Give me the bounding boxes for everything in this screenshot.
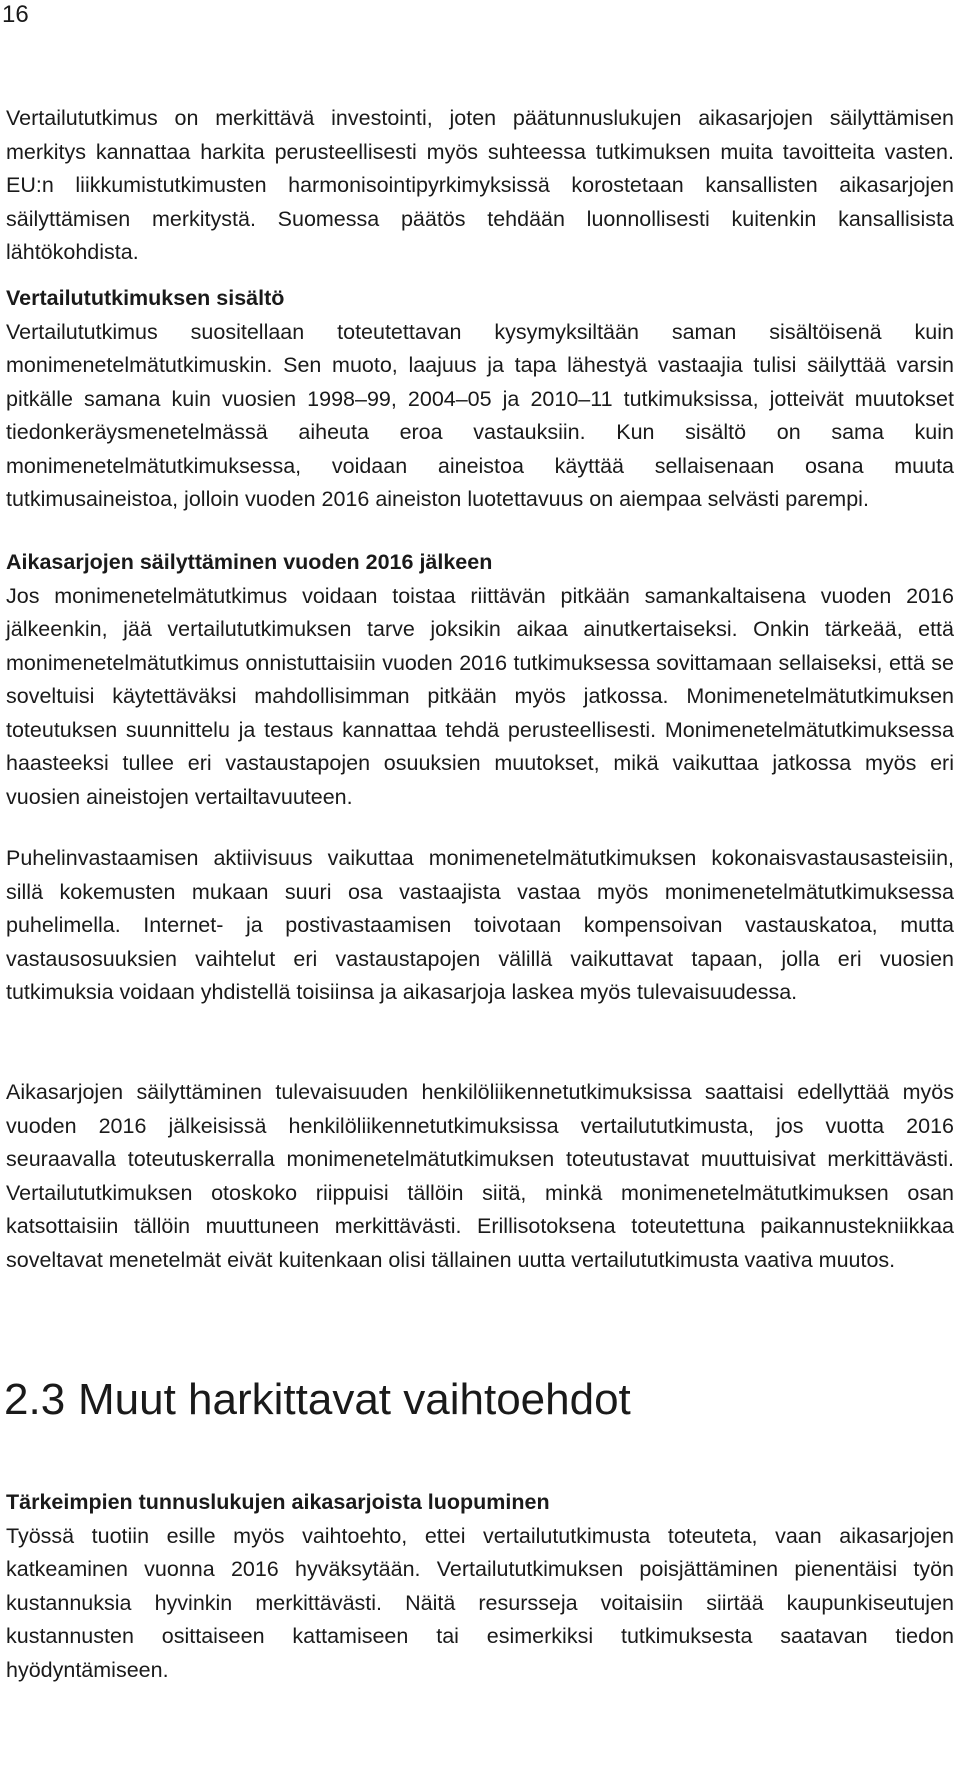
section-comparison-content bbox=[6, 282, 954, 517]
paragraph-abandon-time-series: Työssä tuotiin esille myös vaihtoehto, ettei vertailututkimusta toteuteta, vaan aikasarjojen katkeaminen vuonna 2016 hyväksytään. Vertailututkimuksen poisjättäminen pienentäisi työn kustannuksia hyvinkin merkittävästi. Näitä resursseja voitaisiin siirtää kaupunkiseutujen kustannusten osittaiseen kattamiseen tai esimerkiksi tutkimuksesta saatavan tiedon hyödyntämiseen. bbox=[6, 1523, 954, 1682]
section-heading bbox=[4, 1372, 631, 1428]
paragraph-comparison-content: Vertailututkimus suositellaan toteutettavan kysymyksiltään saman sisältöisenä kuin monimenetelmätutkimuskin. Sen muoto, laajuus ja tapa lähestyä vastaajia tulisi säilyttää varsin pitkälle samana kuin vuosien 1998–99, 2004–05 ja 2010–11 tutkimuksissa, jotteivät muutokset tiedonkeräysmenetelmässä aiheuta eroa vastauksiin. Kun sisältö on sama kuin monimenetelmätutkimuksessa, voidaan aineistoa käyttää sellaisenaan osana muuta tutkimusaineistoa, jolloin vuoden 2016 aineiston luotettavuus on aiempaa selvästi parempi. bbox=[6, 319, 954, 511]
subheading-abandon-time-series: Tärkeimpien tunnuslukujen aikasarjoista luopuminen bbox=[6, 1490, 550, 1514]
page-number: 16 bbox=[2, 1, 29, 28]
section-time-series-after-2016 bbox=[6, 546, 954, 814]
section-number: 2.3 bbox=[4, 1375, 66, 1424]
subheading-comparison-content: Vertailututkimuksen sisältö bbox=[6, 286, 285, 310]
section-abandon-time-series bbox=[6, 1486, 954, 1687]
subheading-time-series-after-2016: Aikasarjojen säilyttäminen vuoden 2016 jälkeen bbox=[6, 550, 493, 574]
paragraph-phone-responses: Puhelinvastaamisen aktiivisuus vaikuttaa monimenetelmätutkimuksen kokonaisvastausasteisiin, sillä kokemusten mukaan suuri osa vastaajista vastaa myös monimenetelmätutkimuksessa puhelimella. Internet- ja postivastaamisen toivotaan kompensoivan vastauskatoa, mutta vastausosuuksien vaihtelut eri vastaustapojen välillä vaikuttavat tapaan, jolla eri vuosien tutkimuksia voidaan yhdistellä toisiinsa ja aikasarjoja laskea myös tulevaisuudessa. bbox=[6, 846, 954, 1004]
paragraph-time-series-after-2016: Jos monimenetelmätutkimus voidaan toistaa riittävän pitkään samankaltaisena vuoden 2016 jälkeenkin, jää vertailututkimuksen tarve joksikin aikaa ainutkertaiseksi. Onkin tärkeää, että monimenetelmätutkimus onnistuttaisiin vuoden 2016 tutkimuksessa sovittamaan sellaiseksi, että se soveltuisi käytettäväksi mahdollisimman pitkään myös jatkossa. Monimenetelmätutkimuksen toteutuksen suunnittelu ja testaus kannattaa tehdä perusteellisesti. Monimenetelmätutkimuksessa haasteeksi tullee eri vastaustapojen osuuksien muutokset, mikä vaikuttaa jatkossa myös eri vuosien aineistojen vertailtavuuteen. bbox=[6, 583, 954, 809]
section-title: Muut harkittavat vaihtoehdot bbox=[78, 1375, 631, 1424]
paragraph-intro: Vertailututkimus on merkittävä investointi, joten päätunnuslukujen aikasarjojen säilyttämisen merkitys kannattaa harkita perusteellisesti myös suhteessa tutkimuksen muita tavoitteita vasten. EU:n liikkumistutkimusten harmonisointipyrkimyksissä korostetaan kansallisten aikasarjojen säilyttämisen merkitystä. Suomessa päätös tehdään luonnollisesti kuitenkin kansallisista lähtökohdista. bbox=[6, 106, 954, 264]
paragraph-future-preservation: Aikasarjojen säilyttäminen tulevaisuuden henkilöliikennetutkimuksissa saattaisi edellyttää myös vuoden 2016 jälkeisissä henkilöliikennetutkimuksissa vertailututkimusta, jos vuotta 2016 seuraavalla toteutuskerralla monimenetelmätutkimuksen toteutustavat muuttuisivat merkittävästi. Vertailututkimuksen otoskoko riippuisi tällöin siitä, minkä monimenetelmätutkimuksen osan katsottaisiin tällöin muuttuneen merkittävästi. Erillisotoksena toteutettuna paikannustekniikkaa soveltavat menetelmät eivät kuitenkaan olisi tällainen uutta vertailututkimusta vaativa muutos. bbox=[6, 1080, 954, 1272]
